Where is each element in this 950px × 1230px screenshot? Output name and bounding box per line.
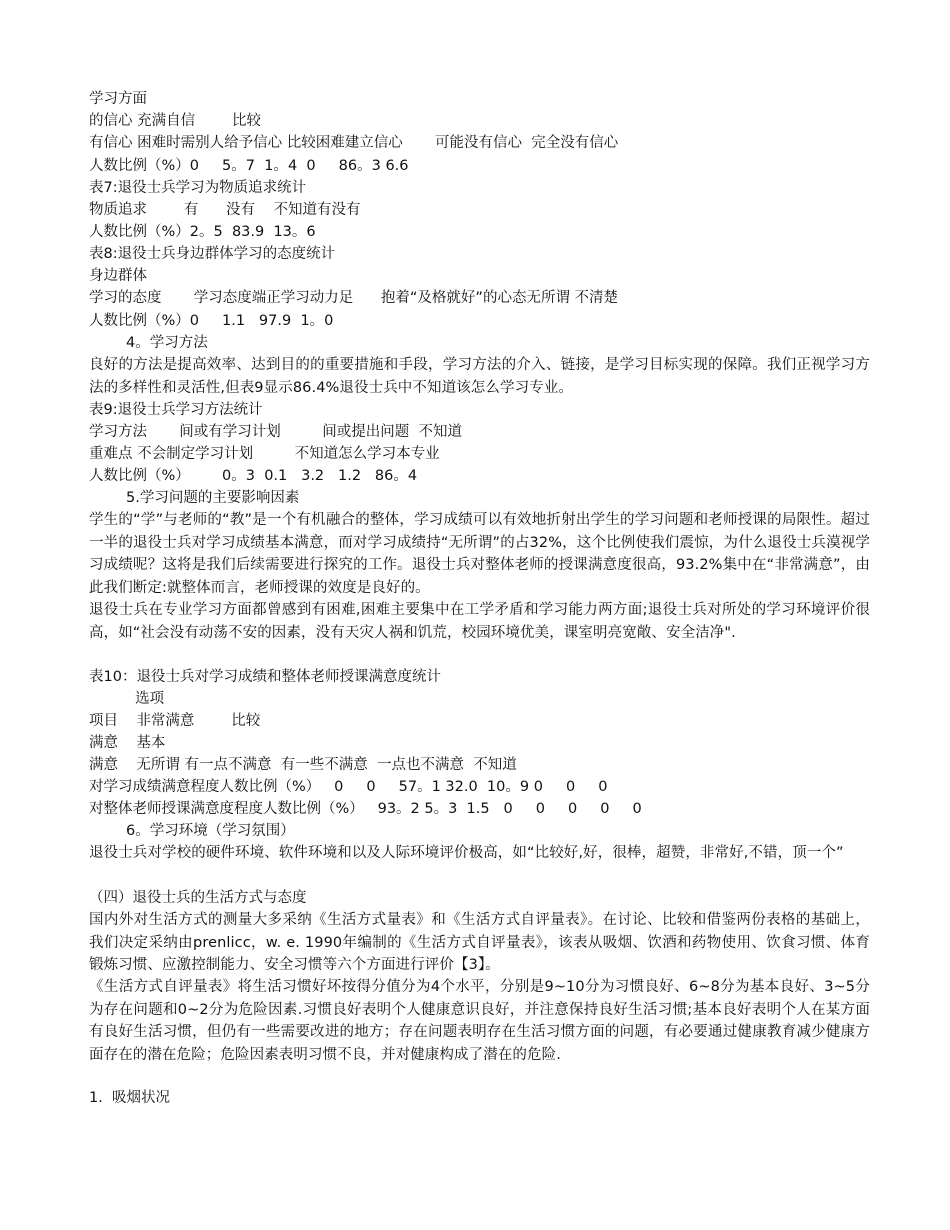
table-caption: 表10：退役士兵对学习成绩和整体老师授课满意度统计	[89, 669, 441, 685]
section-heading: 6。学习环境（学习氛围）	[126, 823, 295, 839]
text-line: 人数比例（%）0 5。7 1。4 0 86。3 6.6	[89, 158, 409, 174]
text-line: 满意 基本	[89, 735, 166, 751]
text-line: 人数比例（%）0 1.1 97.9 1。0	[89, 313, 334, 329]
text-line: 人数比例（%）2。5 83.9 13。6	[89, 224, 316, 240]
text-line: 学习方面	[89, 91, 147, 107]
paragraph: 学生的“学”与老师的“教”是一个有机融合的整体，学习成绩可以有效地折射出学生的学习问题和老师授课的局限性。超过一半的退役士兵对学习成绩基本满意，而对学习成绩持“无所谓”的占32%，这个比例使我们震惊，为什么退役士兵漠视学习成绩呢？这将是我们后续需要进行探究的工作。退役士兵对整体老师的授课满意度很高，93.2%集中在“非常满意”，由此我们断定:就整体而言，老师授课的效度是良好的。	[89, 512, 870, 596]
section-heading: 1. 吸烟状况	[89, 1090, 171, 1106]
paragraph: 《生活方式自评量表》将生活习惯好坏按得分值分为4个水平，分别是9~10分为习惯良好、6~8分为基本良好、3~5分为存在问题和0~2分为危险因素.习惯良好表明个人健康意识良好，并注意保持良好生活习惯;基本良好表明个人在某方面有良好生活习惯，但仍有一些需要改进的地方；存在问题表明存在生活习惯方面的问题，有必要通过健康教育减少健康方面存在的潜在危险；危险因素表明习惯不良，并对健康构成了潜在的危险.	[89, 979, 870, 1063]
text-line: 的信心 充满自信 比较	[89, 113, 261, 129]
text-line: 身边群体	[89, 268, 147, 284]
paragraph: 退役士兵在专业学习方面都曾感到有困难,困难主要集中在工学矛盾和学习能力两方面;退役士兵对所处的学习环境评价很高，如“社会没有动荡不安的因素，没有天灾人祸和饥荒，校园环境优美，课室明亮宽敞、安全洁净".	[89, 602, 870, 641]
section-heading: 4。学习方法	[126, 335, 208, 351]
paragraph: 良好的方法是提高效率、达到目的的重要措施和手段，学习方法的介入、链接，是学习目标实现的保障。我们正视学习方法的多样性和灵活性,但表9显示86.4%退役士兵中不知道该怎么学习专业。	[89, 357, 870, 396]
table-caption: 表8:退役士兵身边群体学习的态度统计	[89, 246, 336, 262]
paragraph: 国内外对生活方式的测量大多采纳《生活方式量表》和《生活方式自评量表》。在讨论、比较和借鉴两份表格的基础上，我们决定采纳由prenlicc，w. e. 1990年编制的《生活方式自评量表》，该表从吸烟、饮酒和药物使用、饮食习惯、体育锻炼习惯、应激控制能力、安全习惯等六个方面进行评价【3】。	[89, 912, 870, 974]
table-caption: 表9:退役士兵学习方法统计	[89, 402, 263, 418]
text-line: 满意 无所谓 有一点不满意 有一些不满意 一点也不满意 不知道	[89, 757, 517, 773]
text-line: 有信心 困难时需别人给予信心 比较困难建立信心 可能没有信心 完全没有信心	[89, 135, 619, 151]
text-line: 物质追求 有 没有 不知道有没有	[89, 202, 361, 218]
text-line: 学习方法 间或有学习计划 间或提出问题 不知道	[89, 424, 462, 440]
text-line: 人数比例（%） 0。3 0.1 3.2 1.2 86。4	[89, 468, 418, 484]
table-caption: 表7:退役士兵学习为物质追求统计	[89, 180, 307, 196]
text-line: 对整体老师授课满意度程度人数比例（%） 93。2 5。3 1.5 0 0 0 0 0	[89, 801, 642, 817]
text-line: 对学习成绩满意程度人数比例（%） 0 0 57。1 32.0 10。9 0 0 0	[89, 779, 608, 795]
text-line: 重难点 不会制定学习计划 不知道怎么学习本专业	[89, 446, 440, 462]
paragraph: 退役士兵对学校的硬件环境、软件环境和以及人际环境评价极高，如“比较好,好，很棒，超赞，非常好,不错，顶一个”	[89, 845, 844, 861]
text-line: 项目 非常满意 比较	[89, 713, 261, 729]
section-heading: 5.学习问题的主要影响因素	[126, 490, 300, 506]
section-heading: （四）退役士兵的生活方式与态度	[89, 890, 307, 906]
text-line: 学习的态度 学习态度端正学习动力足 抱着“及格就好”的心态无所谓 不清楚	[89, 290, 619, 306]
text-line: 选项	[89, 691, 165, 707]
